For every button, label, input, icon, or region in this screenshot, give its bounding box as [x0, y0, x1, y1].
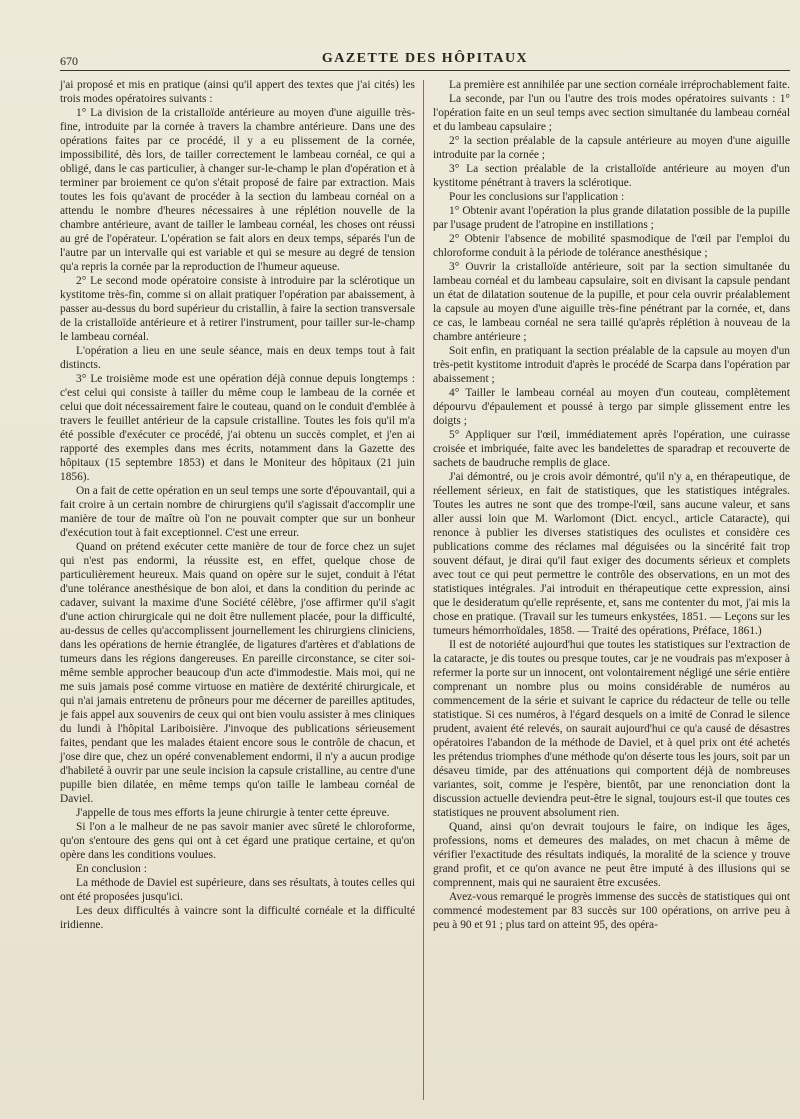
left-text-column	[60, 78, 415, 932]
paragraph: En conclusion :	[76, 863, 147, 875]
paragraph: Avez-vous remarqué le progrès immense des succès de statistiques qui ont commencé modestement par 83 succès sur 100 opérations, on arrive peu à peu à 90 et 91 ; plus tard on atteint 95, des opéra-	[433, 891, 790, 931]
paragraph: 3° La section préalable de la cristalloïde antérieure au moyen d'un kystitome pénétrant à travers la sclérotique.	[433, 163, 790, 189]
paragraph: La méthode de Daviel est supérieure, dans ses résultats, à toutes celles qui ont été proposées jusqu'ici.	[60, 877, 415, 903]
paragraph: Les deux difficultés à vaincre sont la difficulté cornéale et la difficulté iridienne.	[60, 905, 415, 931]
paragraph: La première est annihilée par une section cornéale irréprochablement faite.	[449, 79, 790, 91]
paragraph: 1° Obtenir avant l'opération la plus grande dilatation possible de la pupille par l'usage prudent de l'atropine en instillations ;	[433, 205, 790, 231]
paragraph: J'appelle de tous mes efforts la jeune chirurgie à tenter cette épreuve.	[76, 807, 390, 819]
page-header	[60, 48, 790, 71]
paragraph: 4° Tailler le lambeau cornéal au moyen d'un couteau, complètement dépourvu d'épaulement et poussé à tergo par simple glissement entre les doigts ;	[433, 387, 790, 427]
paragraph: Quand, ainsi qu'on devrait toujours le faire, on indique les âges, professions, noms et demeures des malades, on met chacun à même de vérifier l'exactitude des résultats indiqués, la moralité de la science y trouve grand profit, et ce qu'on avance ne peut être imputé à des illusions qui se comprennent, mais qui ne sauraient être excusées.	[433, 821, 790, 889]
journal-title: GAZETTE DES HÔPITAUX	[321, 51, 529, 66]
paragraph: La seconde, par l'un ou l'autre des trois modes opératoires suivants : 1° l'opération faite en un seul temps avec section simultanée du lambeau cornéal et du lambeau capsulaire ;	[433, 93, 790, 133]
paragraph: On a fait de cette opération en un seul temps une sorte d'épouvantail, qui a fait croire à un certain nombre de chirurgiens qu'il s'agissait d'accomplir une manière de tour de maître où l'on ne pouvait compter que sur un bonheur d'exécution tout à fait exceptionnel. C'est une erreur.	[60, 485, 415, 539]
paragraph: Quand on prétend exécuter cette manière de tour de force chez un sujet qui n'est pas endormi, la réussite est, en effet, quelque chose de particulièrement heureux. Mais quand on opère sur le sujet, conduit à l'état d'une tolérance anesthésique de bon aloi, et dans la condition du perinde ac cadaver, suivant la maxime d'une Société célèbre, j'ose affirmer qu'il s'agit d'une action chirurgicale qui ne doit être nullement placée, pour la difficulté, au-dessus de celles qu'accomplissent journellement les chirurgiens cliniciens, dans les opérations de hernie étranglée, de ligatures d'artères et d'ablations de tumeurs dans les régions dangereuses. En pareille circonstance, se citer soi-même semble approcher beaucoup d'un acte d'immodestie. Mais moi, qui ne me suis jamais posé comme virtuose en matière de dextérité chirurgicale, et qui n'ai jamais entretenu de prôneurs pour me décerner de pareilles aptitudes, je fais appel aux souvenirs de ceux qui ont bien voulu assister à mes cliniques du lundi à l'hôpital Lariboisière. J'invoque des publications sérieusement faites, pendant que les malades étaient encore sous le contrôle de chacun, et j'ose dire que, chez un opéré convenablement endormi, il n'y a aucun prodige d'habileté à ouvrir par une seule incision la capsule cristalline, au centre d'une pupille bien dilatée, en même temps qu'on taille le lambeau cornéal de Daviel.	[60, 541, 415, 805]
paragraph: Si l'on a le malheur de ne pas savoir manier avec sûreté le chloroforme, qu'on s'entoure des gens qui ont à cet égard une pratique certaine, et qu'on opère dans les conditions voulues.	[60, 821, 415, 861]
paragraph: J'ai démontré, ou je crois avoir démontré, qu'il n'y a, en thérapeutique, de réellement sérieux, en fait de statistiques, que les statistiques intégrales. Toutes les autres ne sont que des trompe-l'œil, sans aucune valeur, et sans aller aussi loin que M. Warlomont (Dict. encycl., article Cataracte), qui renonce à publier les diverses statistiques des oculistes et considère ces publications comme des réclames mal déguisées ou la sincérité fait trop souvent défaut, je dirai qu'il faut exiger des documents sérieux et complets avec tout ce qui peut permettre le contrôle des observations, en un mot des statistiques intégrales. J'ai introduit en thérapeutique cette expression, ainsi que le desideratum qu'elle représente, et, sans me contenter du mot, j'ai mis la chose en pratique. (Travail sur les tumeurs enkystées, 1851. — Leçons sur les tumeurs hémorrhoïdales, 1858. — Traité des opérations, Préface, 1861.)	[433, 471, 790, 637]
paragraph: Soit enfin, en pratiquant la section préalable de la capsule au moyen d'un très-petit kystitome introduit d'après le procédé de Scarpa dans l'opération par abaissement ;	[433, 345, 790, 385]
paragraph: L'opération a lieu en une seule séance, mais en deux temps tout à fait distincts.	[60, 345, 415, 371]
page-number: 670	[60, 54, 78, 68]
paragraph: Pour les conclusions sur l'application :	[449, 191, 625, 203]
column-divider	[423, 80, 424, 1100]
right-text-column	[433, 78, 790, 932]
paragraph: Il est de notoriété aujourd'hui que toutes les statistiques sur l'extraction de la cataracte, je dis toutes ou presque toutes, car je ne voudrais pas m'exposer à refermer la porte sur un innocent, ont volontairement négligé une série entière comprenant un nombre plus ou moins considérable de numéros au commencement de la série et suivant le caprice du rédacteur de telle ou telle statistique. Si ces numéros, à l'égard desquels on a imité de Conrad le silence prudent, avaient été relevés, on saurait aujourd'hui ce qu'a causé de désastres opératoires l'abandon de la méthode de Daviel, et à quel prix ont été achetés les prétendus triomphes d'une méthode qu'on déserte tous les jours, soit par un désaveu timide, par des atténuations qui comportent déjà de nombreuses variantes, soit, comme je l'espère, bientôt, par une renonciation dont la discussion actuelle deviendra peut-être le signal, toujours est-il que toutes ces statistiques ne prouvent absolument rien.	[433, 639, 790, 819]
paragraph: 3° Le troisième mode est une opération déjà connue depuis longtemps : c'est celui qui consiste à tailler du même coup le lambeau de la cornée et celui que doit nécessairement faire le couteau, quand on le conduit d'emblée à travers le feuillet antérieur de la capsule cristalline. Toutes les fois qu'il m'a été possible d'exécuter ce procédé, j'ai obtenu un succès complet, et j'en ai rapporté des exemples dans mes écrits, notamment dans la Gazette des hôpitaux (15 septembre 1853) et dans le Moniteur des hôpitaux (21 juin 1856).	[60, 373, 415, 483]
paragraph: 3° Ouvrir la cristalloïde antérieure, soit par la section simultanée du lambeau cornéal et du lambeau capsulaire, soit en divisant la capsule pendant un état de dilatation soutenue de la pupille, et pour cela ouvrir préalablement la capsule au moyen d'une aiguille très-fine pénétrant par la cornée, et, dans ce cas, le lambeau cornéal ne sera taillé qu'après réplétion à nouveau de la chambre antérieure ;	[433, 261, 790, 343]
paragraph: 5° Appliquer sur l'œil, immédiatement après l'opération, une cuirasse croisée et imbriquée, faite avec les bandelettes de sparadrap et recouverte de sachets de baudruche remplis de glace.	[433, 429, 790, 469]
paragraph: 2° la section préalable de la capsule antérieure au moyen d'une aiguille introduite par la cornée ;	[433, 135, 790, 161]
paragraph: 2° Le second mode opératoire consiste à introduire par la sclérotique un kystitome très-fin, comme si on allait pratiquer l'opération par abaissement, à passer au-dessus du bord supérieur du cristallin, à faire la section transversale de la cristalloïde antérieure et à retirer l'instrument, pour tailler sur-le-champ le lambeau cornéal.	[60, 275, 415, 343]
paragraph: 2° Obtenir l'absence de mobilité spasmodique de l'œil par l'emploi du chloroforme conduit à la période de tolérance anesthésique ;	[433, 233, 790, 259]
paragraph: 1° La division de la cristalloïde antérieure au moyen d'une aiguille très-fine, introduite par la cornée à travers la chambre antérieure. Dans une des opérations faites par ce procédé, il y a eu plissement de la cornée, impossibilité, dès lors, de tailler correctement le lambeau cornéal, ce qui a obligé, dans le cas particulier, à changer sur-le-champ le plan d'opération et à terminer par broiement ce qu'on s'était proposé de faire par extraction. Mais toutes les fois qu'avant de procéder à la section du lambeau cornéal on a attendu le nombre d'heures nécessaires à une réplétion nouvelle de la chambre antérieure, avant de tailler le lambeau cornéal, les choses ont réussi au gré de l'opérateur. L'opération se fait alors en deux temps, séparés l'un de l'autre par un intervalle qui est variable et qui se mesure au degré de tension qu'a repris la cornée par la reproduction de l'humeur aqueuse.	[60, 107, 415, 273]
paragraph: j'ai proposé et mis en pratique (ainsi qu'il appert des textes que j'ai cités) les trois modes opératoires suivants :	[60, 79, 415, 105]
